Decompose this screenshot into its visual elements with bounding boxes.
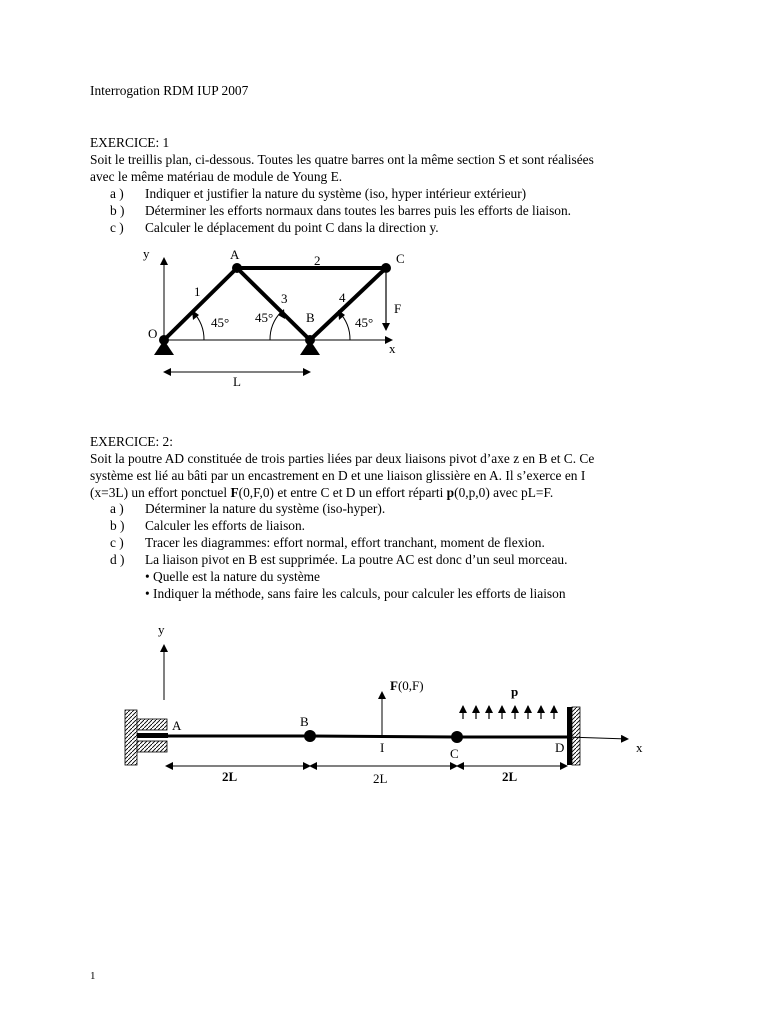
truss-label-a: A (230, 247, 240, 262)
truss-force-label: F (394, 301, 402, 316)
beam-pin-c (451, 731, 463, 743)
load-vector-symbol: p (446, 485, 455, 500)
force-vector-symbol: F (390, 678, 398, 693)
question-text: Déterminer la nature du système (iso-hyper). (145, 501, 386, 516)
beam-label-b: B (300, 714, 309, 729)
intro-text: (0,p,0) avec pL=F. (454, 485, 554, 500)
truss-bar-label-4: 4 (339, 290, 346, 305)
truss-label-b: B (306, 310, 315, 325)
truss-angle-label-1: 45° (211, 315, 230, 330)
exercise-2-bullet-2: • Indiquer la méthode, sans faire les calculs, pour calculer les efforts de liaison (145, 586, 566, 601)
beam-x-label: x (636, 740, 643, 755)
distributed-load-arrows (463, 706, 554, 719)
beam-left-wall (125, 710, 137, 765)
exercise-2-intro-line-2: système est lié au bâti par un encastrement en D et une liaison glissière en A. Il s’exerce en I (90, 468, 586, 483)
point-force-label (390, 678, 424, 693)
truss-bar-label-1: 1 (194, 284, 201, 299)
question-label: d ) (110, 552, 125, 567)
exercise-1-intro-line-2: avec le même matériau de module de Young E. (90, 169, 343, 184)
clamp-plate (567, 707, 572, 765)
beam-label-a: A (172, 718, 182, 733)
truss-angle-label-2: 45° (255, 310, 274, 325)
question-text: Déterminer les efforts normaux dans toutes les barres puis les efforts de liaison. (145, 203, 572, 218)
truss-bar-label-2: 2 (314, 253, 321, 268)
truss-x-label: x (389, 341, 396, 356)
intro-text: (x=3L) un effort ponctuel (90, 485, 231, 500)
question-label: a ) (110, 186, 124, 201)
question-label: a ) (110, 501, 124, 516)
beam-y-label: y (158, 622, 165, 637)
beam-pin-b (304, 730, 316, 742)
intro-text: (0,F,0) et entre C et D un effort réparti (238, 485, 447, 500)
question-label: c ) (110, 220, 124, 235)
distributed-load-label: p (511, 684, 519, 699)
truss-dimension-label: L (233, 374, 241, 389)
exercise-1-title: EXERCICE: 1 (90, 135, 170, 150)
force-vector-symbol: F (230, 485, 239, 500)
exercise-1-intro-line-1: Soit le treillis plan, ci-dessous. Toutes les quatre barres ont la même section S et sont réalisées (90, 152, 594, 167)
beam-segment-bc (310, 736, 457, 737)
page-number: 1 (90, 970, 96, 982)
question-text: La liaison pivot en B est supprimée. La poutre AC est donc d’un seul morceau. (145, 552, 568, 567)
truss-bar-label-3: 3 (281, 291, 288, 306)
beam-label-d: D (555, 740, 565, 755)
force-components: (0,F) (397, 678, 424, 693)
question-label: c ) (110, 535, 124, 550)
question-label: b ) (110, 203, 125, 218)
truss-label-c: C (396, 251, 405, 266)
document-title: Interrogation RDM IUP 2007 (90, 83, 249, 98)
question-text: Calculer le déplacement du point C dans la direction y. (145, 220, 439, 235)
truss-y-label: y (143, 246, 150, 261)
dimension-bc-label: 2L (373, 771, 388, 786)
exercise-2-bullet-1: • Quelle est la nature du système (145, 569, 320, 584)
beam-right-wall (572, 707, 580, 765)
slider-rod (137, 733, 168, 738)
dimension-ab-label: 2L (222, 769, 238, 784)
question-text: Tracer les diagrammes: effort normal, effort tranchant, moment de flexion. (145, 535, 545, 550)
question-label: b ) (110, 518, 125, 533)
exercise-2-title: EXERCICE: 2: (90, 434, 173, 449)
beam-label-c: C (450, 746, 459, 761)
dimension-cd-label: 2L (502, 769, 518, 784)
question-text: Calculer les efforts de liaison. (145, 518, 306, 533)
truss-angle-label-3: 45° (355, 315, 374, 330)
slider-block-top (137, 719, 167, 730)
exercise-2-intro-line-1: Soit la poutre AD constituée de trois parties liées par deux liaisons pivot d’axe z en B et C. Ce (90, 451, 595, 466)
truss-label-o: O (148, 326, 158, 341)
beam-label-i: I (380, 740, 385, 755)
question-text: Indiquer et justifier la nature du système (iso, hyper intérieur extérieur) (145, 186, 527, 201)
slider-block-bottom (137, 741, 167, 752)
